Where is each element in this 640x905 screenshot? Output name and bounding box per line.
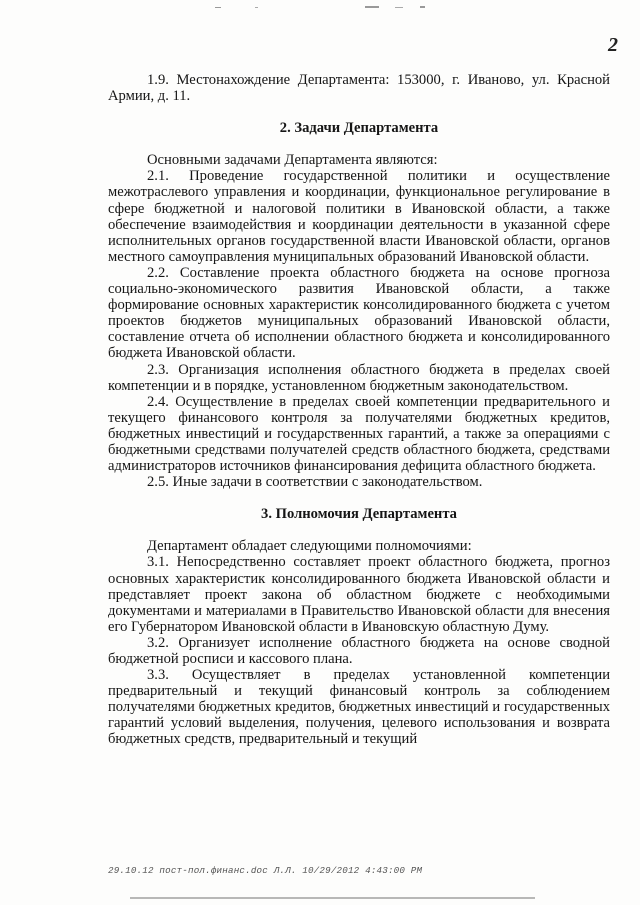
scan-edge-line [130, 897, 535, 899]
paragraph-2-2: 2.2. Составление проекта областного бюджета на основе прогноза социально-экономического развития Ивановской области, а также формирование основных характеристик консолидированного бюджета с учетом проектов бюджетов муниципальных образований Ивановской области, составление отчета об исполнении областного бюджета и консолидированного бюджета Ивановской области. [108, 264, 610, 362]
paragraph-tasks-intro: Основными задачами Департамента являются: [147, 152, 438, 169]
file-footer: 29.10.12 пост-пол.финанс.doc Л.Л. 10/29/2012 4:43:00 PM [108, 865, 423, 876]
paragraph-3-1: 3.1. Непосредственно составляет проект областного бюджета, прогноз основных характеристик консолидированного бюджета Ивановской области и представляет проект закона об областном бюджете с необходимыми документами и материалами в Правительство Ивановской области для внесения его Губернатором Ивановской области в Ивановскую областную Думу. [108, 554, 610, 635]
heading-tasks: 2. Задачи Департамента [279, 120, 439, 137]
scan-noise-top [215, 6, 435, 10]
paragraph-2-3: 2.3. Организация исполнения областного бюджета в пределах своей компетенции и в порядке, установленном бюджетным законодательством. [108, 361, 610, 394]
paragraph-2-1: 2.1. Проведение государственной политики и осуществление межотраслевого управления и координации, функциональное регулирование в сфере бюджетной и налоговой политики в Ивановской области, а также обеспечение взаимодействия и координации деятельности в указанной сфере исполнительных органов государственной власти Ивановской области, органов местного самоуправления муниципальных образований Ивановской области. [108, 168, 610, 265]
paragraph-2-5: 2.5. Иные задачи в соответствии с законодательством. [147, 474, 483, 491]
page-number: 2 [608, 34, 618, 56]
paragraph-3-3: 3.3. Осуществляет в пределах установленной компетенции предварительный и текущий финансовый контроль за соблюдением получателями бюджетных кредитов, бюджетных инвестиций и государственных гарантий условий выделения, получения, целевого использования и возврата бюджетных средств, предварительный и текущий [108, 667, 610, 748]
paragraph-3-2: 3.2. Организует исполнение областного бюджета на основе сводной бюджетной росписи и кассового плана. [108, 634, 610, 667]
paragraph-2-4: 2.4. Осуществление в пределах своей компетенции предварительного и текущего финансового контроля за получателями бюджетных кредитов, бюджетных инвестиций и государственных гарантий, а также за операциями с бюджетными средствами получателей средств областного бюджета, средствами администраторов источников финансирования дефицита областного бюджета. [108, 393, 610, 475]
paragraph-1-9: 1.9. Местонахождение Департамента: 153000, г. Иваново, ул. Красной Армии, д. 11. [108, 72, 610, 105]
paragraph-powers-intro: Департамент обладает следующими полномочиями: [147, 538, 472, 555]
heading-powers: 3. Полномочия Департамента [261, 506, 457, 523]
document-body [108, 72, 610, 748]
